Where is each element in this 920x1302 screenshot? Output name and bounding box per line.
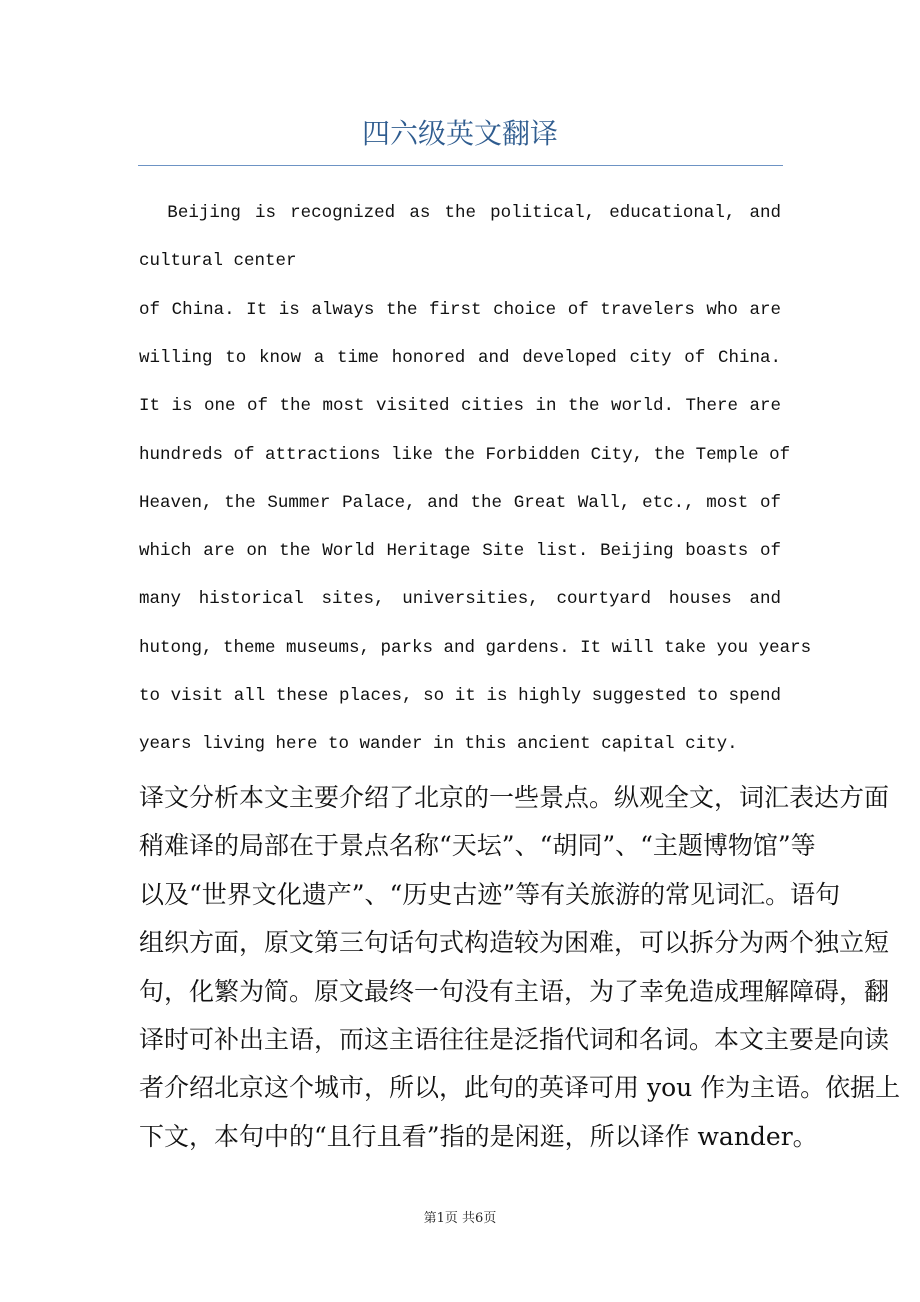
- chinese-analysis-line: 稍难译的局部在于景点名称“天坛”、“胡同”、“主题博物馆”等: [139, 831, 816, 861]
- english-paragraph-line: to visit all these places, so it is highly suggested to spend: [139, 686, 781, 706]
- page-footer: 第1页 共6页: [423, 1211, 497, 1226]
- title-divider: [138, 165, 783, 166]
- english-paragraph-line: hundreds of attractions like the Forbidden City, the Temple of: [139, 444, 791, 465]
- english-paragraph-line: years living here to wander in this ancient capital city.: [139, 734, 738, 755]
- chinese-analysis-line: 组织方面，原文第三句话句式构造较为困难，可以拆分为两个独立短: [139, 928, 890, 958]
- document-title: 四六级英文翻译: [361, 117, 558, 150]
- english-paragraph-line: Beijing is recognized as the political, educational, and: [139, 203, 781, 223]
- english-paragraph-line: hutong, theme museums, parks and gardens. It will take you years: [139, 637, 812, 658]
- english-paragraph-line: of China. It is always the first choice of travelers who are: [139, 299, 781, 320]
- chinese-analysis-line: 句，化繁为简。原文最终一句没有主语，为了幸免造成理解障碍，翻: [139, 976, 890, 1006]
- chinese-analysis-line: 下文，本句中的“且行且看”指的是闲逛，所以译作 wander。: [139, 1121, 818, 1151]
- english-paragraph-line: willing to know a time honored and developed city of China.: [139, 347, 781, 368]
- chinese-analysis-line: 以及“世界文化遗产”、“历史古迹”等有关旅游的常见词汇。语句: [139, 879, 841, 909]
- english-paragraph-line: many historical sites, universities, courtyard houses and: [139, 589, 781, 610]
- chinese-analysis-line: 者介绍北京这个城市，所以，此句的英译可用 you 作为主语。依据上: [139, 1073, 901, 1103]
- english-paragraph-line: It is one of the most visited cities in the world. There are: [139, 396, 781, 417]
- english-paragraph-line: Heaven, the Summer Palace, and the Great Wall, etc., most of: [139, 492, 781, 513]
- chinese-analysis-line: 译文分析本文主要介绍了北京的一些景点。纵观全文，词汇表达方面: [139, 783, 890, 812]
- chinese-analysis-line: 译时可补出主语，而这主语往往是泛指代词和名词。本文主要是向读: [139, 1025, 890, 1054]
- english-paragraph-line: which are on the World Heritage Site list. Beijing boasts of: [139, 541, 781, 562]
- english-paragraph-line: cultural center: [139, 251, 297, 272]
